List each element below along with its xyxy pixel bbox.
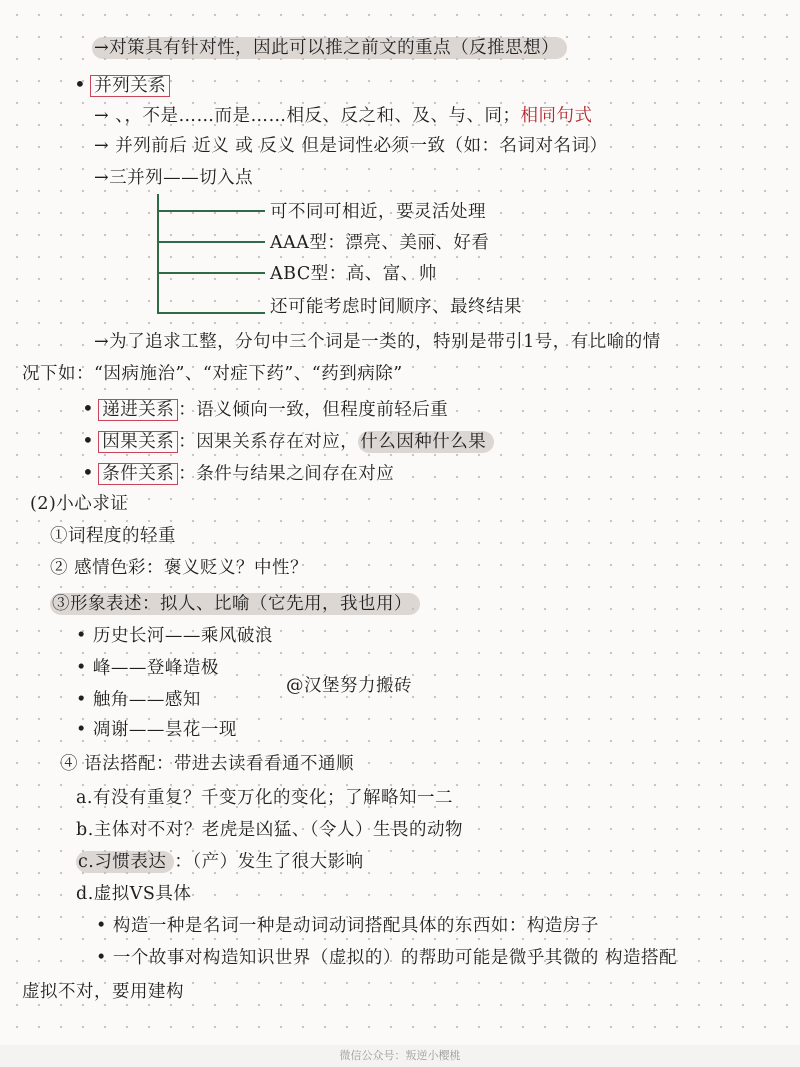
branch-item: ABC型：高、富、帅 bbox=[270, 264, 437, 284]
footer-credit: 微信公众号：叛逆小樱桃 bbox=[0, 1045, 800, 1067]
note-line: 况下如：“因病施治”、“对症下药”、“药到病除” bbox=[22, 364, 403, 384]
branch-item: AAA型：漂亮、美丽、好看 bbox=[270, 233, 490, 253]
list-item: • 构造一种是名词一种是动词动词搭配具体的东西如：构造房子 bbox=[96, 916, 599, 936]
note-line: →为了追求工整，分句中三个词是一类的，特别是带引1号，有比喻的情 bbox=[94, 332, 661, 352]
section-heading: (2)小心求证 bbox=[30, 494, 129, 514]
list-item: • 历史长河——乘风破浪 bbox=[76, 626, 273, 646]
bullet-icon: • bbox=[82, 460, 95, 484]
bullet-icon: • bbox=[82, 428, 95, 452]
bullet-icon: • bbox=[82, 396, 95, 420]
boxed-label: 递进关系 bbox=[98, 399, 178, 421]
highlight-mark: ③形象表述：拟人、比喻（它先用，我也用） bbox=[50, 593, 420, 615]
note-line: 虚拟不对，要用建构 bbox=[22, 982, 184, 1002]
note-line bbox=[50, 592, 420, 616]
bracket-branch bbox=[157, 312, 265, 314]
note-line: b.主体对不对？老虎是凶猛、（令人）生畏的动物 bbox=[76, 820, 464, 840]
boxed-label: 条件关系 bbox=[98, 463, 178, 485]
bracket-branch bbox=[157, 210, 265, 212]
highlight-mark: 什么因种什么果 bbox=[358, 431, 494, 453]
branch-item: 可不同可相近，要灵活处理 bbox=[270, 202, 486, 222]
red-emphasis: 相同句式 bbox=[520, 106, 593, 126]
bullet-cause: • 因果关系 ：因果关系存在对应， 什么因种什么果 bbox=[82, 428, 494, 454]
bracket-branch bbox=[157, 272, 265, 274]
watermark-text: @汉堡努力搬砖 bbox=[286, 676, 412, 696]
note-line: ② 感情色彩：褒义贬义？中性？ bbox=[50, 558, 309, 578]
bullet-condition: • 条件关系 ：条件与结果之间存在对应 bbox=[82, 460, 395, 484]
note-line: ④ 语法搭配：带进去读看看通不通顺 bbox=[60, 754, 355, 774]
note-line: d.虚拟VS具体 bbox=[76, 884, 192, 904]
boxed-label: 因果关系 bbox=[98, 431, 178, 453]
note-line: ①词程度的轻重 bbox=[50, 526, 176, 546]
highlight-mark: →对策具有针对性，因此可以推之前文的重点（反推思想） bbox=[92, 37, 567, 59]
bracket-vertical bbox=[157, 194, 159, 314]
branch-item: 还可能考虑时间顺序、最终结果 bbox=[270, 297, 522, 317]
bracket-branch bbox=[157, 241, 265, 243]
bullet-progressive: • 递进关系 ：语义倾向一致，但程度前轻后重 bbox=[82, 396, 449, 420]
highlight-mark: c.习惯表达 bbox=[76, 851, 174, 873]
note-line: c.习惯表达 ：（产）发生了很大影响 bbox=[78, 852, 364, 872]
note-line: a.有没有重复？千变万化的变化；了解略知一二 bbox=[76, 788, 453, 808]
note-line bbox=[92, 36, 567, 60]
list-item: • 凋谢——昙花一现 bbox=[76, 720, 237, 740]
list-item: • 一个故事对构造知识世界（虚拟的）的帮助可能是微乎其微的 构造搭配 bbox=[96, 948, 677, 968]
list-item: • 触角——感知 bbox=[76, 690, 201, 710]
boxed-label: 并列关系 bbox=[90, 75, 170, 97]
note-line: → 、，不是……而是……相反、反之和、及、与、同；相同句式 bbox=[94, 106, 593, 126]
note-line: → 并列前后 近义 或 反义 但是词性必须一致（如：名词对名词） bbox=[94, 136, 608, 156]
list-item: • 峰——登峰造极 bbox=[76, 658, 219, 678]
bullet-parallel bbox=[74, 72, 170, 98]
note-line: →三并列——切入点 bbox=[94, 168, 254, 188]
bullet-icon: • bbox=[74, 72, 87, 96]
